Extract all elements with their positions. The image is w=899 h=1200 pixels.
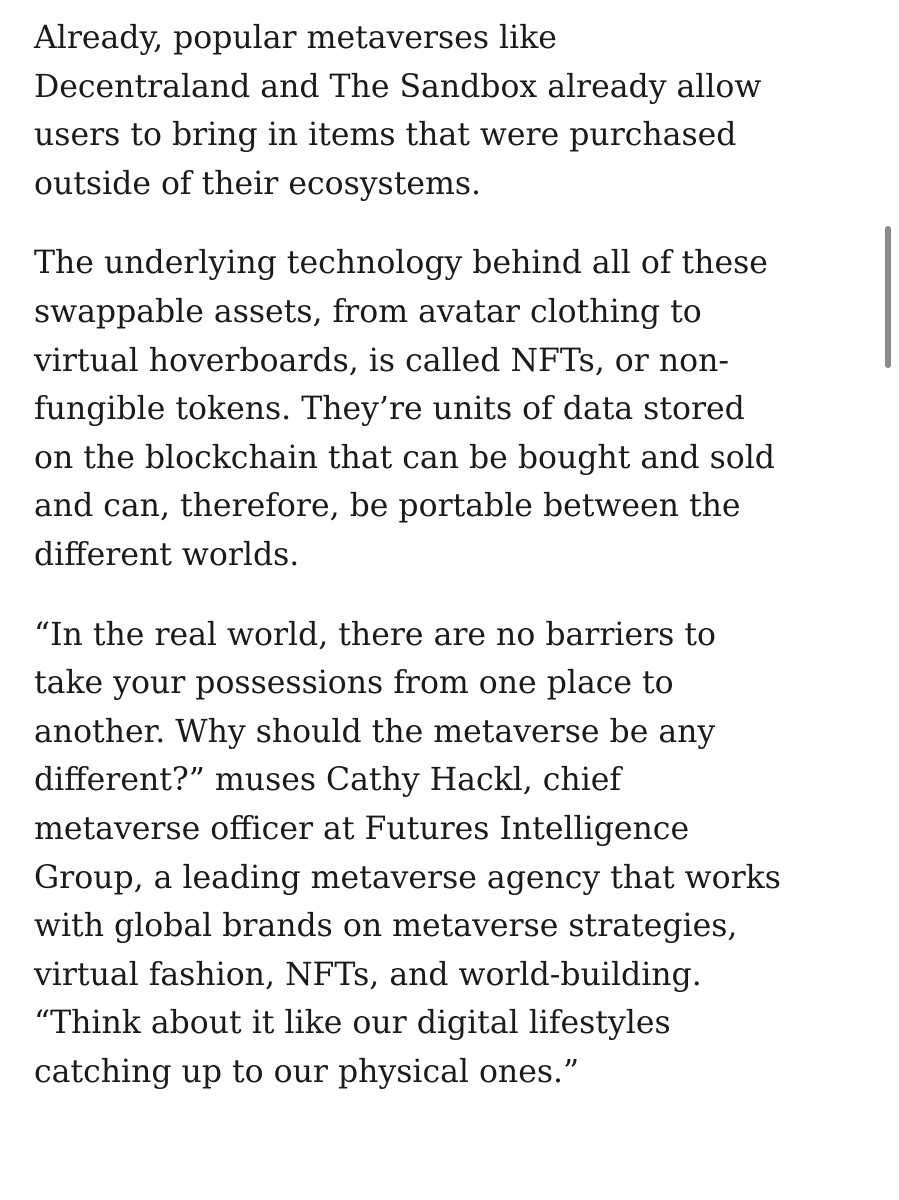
text-line: “Think about it like our digital lifestyles — [34, 1005, 671, 1042]
text-line: different?” muses Cathy Hackl, chief — [34, 762, 622, 799]
text-line: The underlying technology behind all of these — [34, 245, 768, 282]
text-line: “In the real world, there are no barriers to — [34, 616, 716, 653]
text-line: catching up to our physical ones.” — [34, 1053, 580, 1090]
text-line: virtual hoverboards, is called NFTs, or non- — [34, 342, 729, 379]
text-line: virtual fashion, NFTs, and world-building. — [34, 956, 702, 993]
paragraph-3 — [34, 611, 864, 1097]
text-line: metaverse officer at Futures Intelligence — [34, 810, 690, 847]
paragraph-2 — [34, 239, 864, 579]
text-line: and can, therefore, be portable between the — [34, 488, 741, 525]
text-line: swappable assets, from avatar clothing to — [34, 293, 702, 330]
text-line: another. Why should the metaverse be any — [34, 713, 716, 750]
article-body — [34, 14, 864, 1127]
text-line: Decentraland and The Sandbox already allow — [34, 68, 762, 105]
text-line: on the blockchain that can be bought and sold — [34, 439, 775, 476]
text-line: Group, a leading metaverse agency that works — [34, 859, 781, 896]
text-line: take your possessions from one place to — [34, 665, 674, 702]
text-line: Already, popular metaverses like — [34, 20, 557, 56]
text-line: outside of their ecosystems. — [34, 165, 482, 202]
text-line: fungible tokens. They’re units of data stored — [34, 391, 745, 428]
text-line: users to bring in items that were purchased — [34, 117, 737, 154]
scrollbar-thumb[interactable] — [885, 226, 891, 368]
paragraph-1 — [34, 14, 864, 208]
text-line: with global brands on metaverse strategies, — [34, 908, 738, 945]
text-line: different worlds. — [34, 536, 300, 573]
